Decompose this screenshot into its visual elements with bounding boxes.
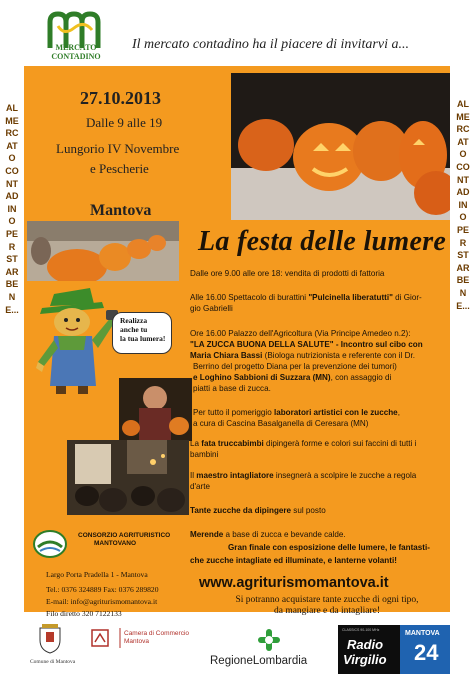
regione-lombardia-icon (257, 628, 281, 652)
program-finale-cont: che zucche intagliate ed illuminate, e lanterne volanti! (190, 556, 397, 565)
radio-frequency: CLASSICS 90-100 MHz (342, 628, 380, 632)
side-text-right: AL MERCATO CONTADINO PER STAR BENE... (456, 99, 470, 311)
consorzio-logo (32, 529, 68, 559)
contact-address: Largo Porta Pradella 1 - Mantova (46, 570, 148, 579)
event-title: La festa delle lumere (198, 226, 447, 257)
pumpkin-table-photo (27, 221, 179, 281)
regione-lombardia-label: RegioneLombardia (210, 655, 308, 667)
radio-virgilio-line1: Radio (347, 637, 384, 652)
program-workshop: Per tutto il pomeriggio laboratori artistici con le zucche, (193, 408, 400, 417)
program-carver-cont: d'arte (190, 482, 210, 491)
program-talk-line1: Ore 16.00 Palazzo dell'Agricoltura (Via Principe Amedeo n.2): (190, 329, 411, 338)
radio-virgilio-line2: Virgilio (343, 652, 387, 667)
program-talk-line5: e Loghino Sabbioni di Suzzara (MN), con assaggio di (193, 373, 392, 382)
carved-pumpkins-photo (231, 73, 450, 220)
event-street-line1: Lungorio IV Novembre (56, 141, 180, 156)
program-finale: Gran finale con esposizione delle lumere, le fantasti- (228, 543, 430, 552)
comune-mantova-crest-icon (37, 624, 63, 654)
program-carver: Il maestro intagliatore insegnerà a scolpire le zucche a regola (190, 471, 417, 480)
program-snacks: Merende a base di zucca e bevande calde. (190, 530, 346, 539)
crowd-photo (67, 440, 189, 515)
program-talk-line3: Maria Chiara Bassi (Biologa nutrizionista e referente con il Dr. (190, 351, 415, 360)
comune-mantova-label: Comune di Mantova (30, 659, 76, 665)
contact-direct-line: Filo diretto 320 7122133 (46, 609, 122, 618)
chamber-of-commerce-label: Camera di Commercio Mantova (124, 630, 190, 645)
program-talk-line2: "LA ZUCCA BUONA DELLA SALUTE" - Incontro sul cibo con (190, 340, 423, 349)
contact-email[interactable]: E-mail: info@agriturismomantova.it (46, 597, 158, 606)
website-link[interactable]: www.agriturismomantova.it (199, 575, 389, 591)
event-hours: Dalle 9 alle 19 (86, 115, 163, 130)
event-street-line2: e Pescherie (90, 161, 149, 176)
contact-phone: Tel.: 0376 324889 Fax: 0376 289820 (46, 585, 159, 594)
program-puppets: Alle 16.00 Spettacolo di burattini "Pulcinella liberatutti" di Gior- (190, 293, 422, 302)
program-puppets-cont: gio Gabrielli (190, 304, 233, 313)
consorzio-name: CONSORZIO AGRITURISTICO MANTOVANO (78, 532, 171, 547)
program-talk-line6: piatti a base di zucca. (193, 384, 271, 393)
program-workshop-cont: a cura di Cascina Basalganella di Ceresara (MN) (193, 419, 369, 428)
invitation-text: Il mercato contadino ha il piacere di invitarvi a... (132, 37, 409, 52)
speech-bubble-text: Realizza anche tu la tua lumera! (120, 316, 166, 343)
program-face-paint: La fata truccabimbi dipingerà forme e colori sui faccini di tutti i (190, 439, 417, 448)
event-city: Mantova (90, 202, 152, 219)
mantova24-number: 24 (414, 640, 439, 665)
side-text-left: AL MERCATO CONTADINO PER STAR BENE... (5, 103, 19, 315)
program-sale: Dalle ore 9.00 alle ore 18: vendita di prodotti di fattoria (190, 269, 385, 278)
event-date: 27.10.2013 (80, 88, 161, 108)
program-face-paint-cont: bambini (190, 450, 219, 459)
carving-photo (119, 378, 192, 441)
program-paint-pumpkins: Tante zucche da dipingere sul posto (190, 506, 326, 515)
mantova24-label: MANTOVA (405, 630, 440, 637)
logo-text: MERCATO CONTADINO (51, 43, 101, 61)
program-talk-line4: Berrino del progetto Diana per la prevenzione dei tumori) (193, 362, 397, 371)
sales-note: Si potranno acquistare tante zucche di ogni tipo, da mangiare e da intagliare! (235, 595, 419, 616)
